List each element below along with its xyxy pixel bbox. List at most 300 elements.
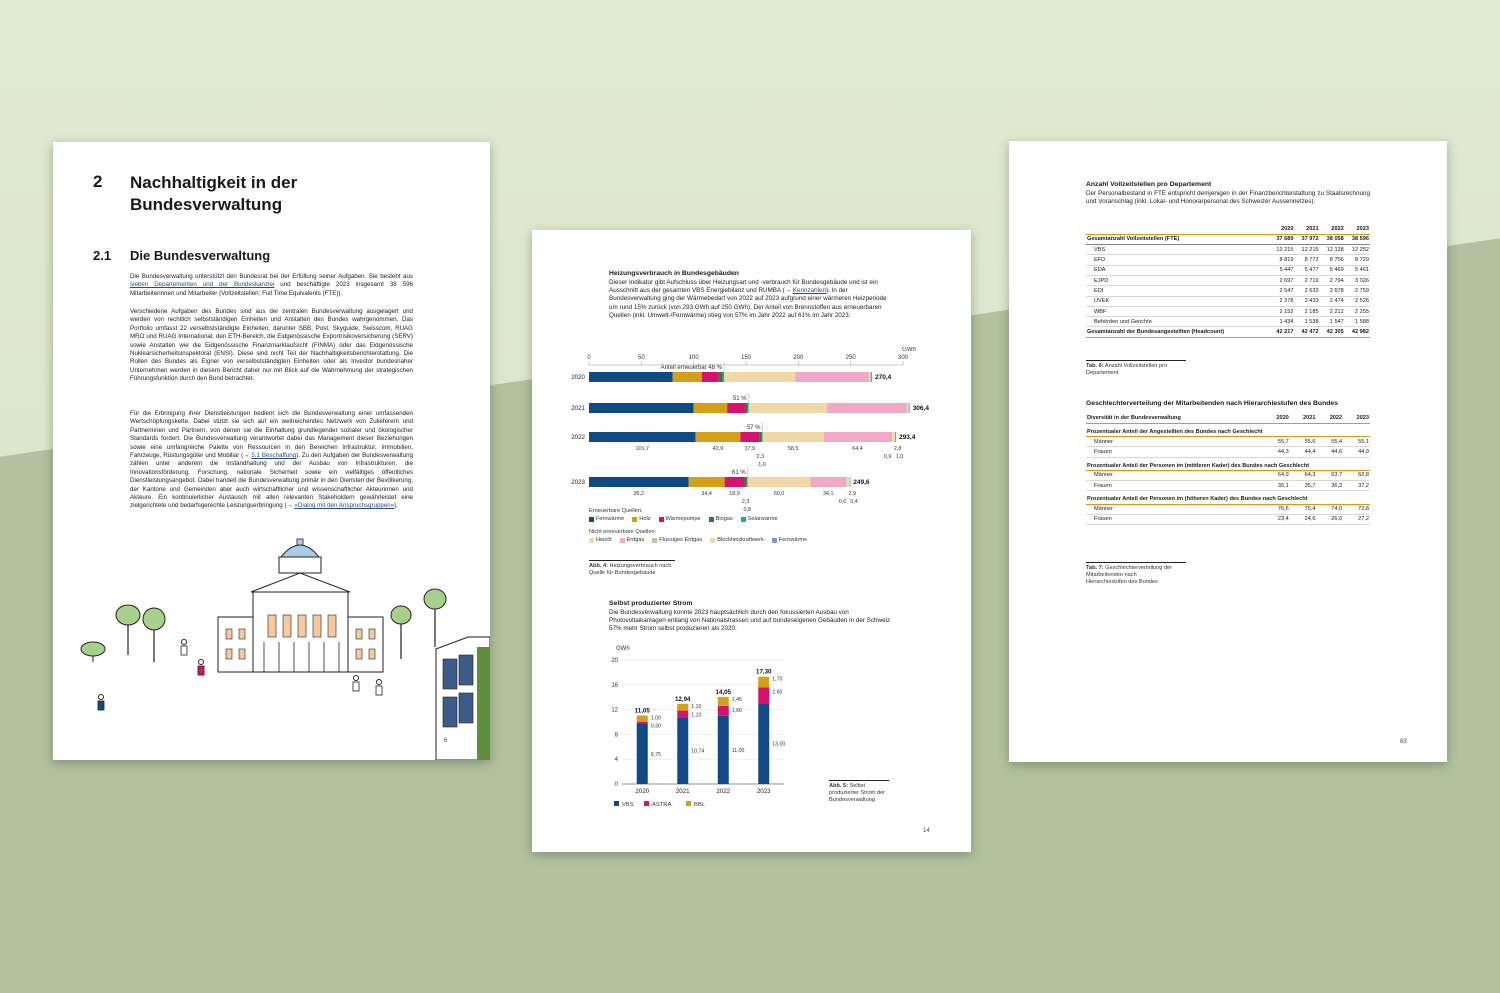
- self-produced-electricity-chart: [592, 642, 822, 827]
- segment-value-label: 64,4: [852, 446, 863, 452]
- x-tick-label: 200: [793, 355, 804, 361]
- cell-value: 74,0: [1316, 504, 1343, 514]
- table-header-row: [1086, 413, 1370, 423]
- heating-heading: Heizungsverbrauch in Bundesgebäuden: [609, 270, 739, 277]
- heating-legend: [589, 508, 839, 543]
- chapter-number: 2: [93, 172, 103, 191]
- table-row: [1086, 317, 1370, 327]
- page-number: 14: [923, 828, 930, 834]
- bar-segment-erdgas: [824, 432, 891, 442]
- gender-table: [1086, 413, 1370, 525]
- x-category-label: 2022: [716, 788, 731, 795]
- cell-value: 12 252: [1345, 245, 1370, 255]
- caption-label: Abb. 4:: [589, 563, 608, 569]
- bar-segment-fernwärme: [589, 432, 695, 442]
- bar-segment-heizöl: [749, 403, 828, 413]
- cell-value: 1 538: [1294, 317, 1319, 327]
- bar-total-label: 17,30: [756, 668, 772, 676]
- text-run: Für die Erbringung ihrer Dienstleistungen bedient sich die Bundesverwaltung einer umfassenden Wertschöpfungskette. Dabei stützt sie sich auf ein weitreichendes Netzwerk von Zulieferern und Partnerinnen und Partnern, von denen sie die Einhaltung grundlegender sozialer und ökologischer Standards fordert. Die Bundesverwaltung verantwortet dabei das Management dieser Beziehungen sowie eine umfangreiche Palette von Ressourcen in den Bereichen Infrastruktur, Immobilien, Fahrzeuge, Rüstungsgüter und Mobiliar (→: [130, 410, 413, 460]
- bar-segment-erdgas: [795, 372, 868, 382]
- cell-value: 2023: [1343, 413, 1370, 423]
- person-icon: [376, 680, 382, 696]
- cell-value: 2021: [1294, 224, 1319, 234]
- table-row: [1086, 265, 1370, 275]
- bar-segment-astra: [718, 706, 729, 716]
- x-category-label: 2021: [675, 788, 690, 795]
- bar-total-label: 306,4: [912, 405, 929, 412]
- cell-value: 2 547: [1269, 286, 1294, 296]
- row-label: Männer: [1086, 470, 1263, 480]
- cell-value: 8 819: [1269, 255, 1294, 265]
- group-title: Prozentualer Anteil der Personen im (höheren Kader) des Bundes nach Geschlecht: [1086, 491, 1370, 504]
- bar-segment-erdgas: [827, 403, 907, 413]
- cell-value: 2 526: [1345, 296, 1370, 306]
- fte-table-body: [1086, 234, 1370, 337]
- x-category-label: 2020: [635, 788, 650, 795]
- caption-text: Selbst produzierter Strom der Bundesverwaltung: [829, 783, 885, 803]
- row-label: Gesamtanzahl Vollzeitstellen (FTE): [1086, 234, 1269, 244]
- person-icon: [98, 695, 104, 711]
- legend-item-fernwärme: [772, 537, 807, 543]
- fte-table-intro: Der Personalbestand in FTE entspricht demjenigen in der Finanzberichterstattung zu Staatsrechnung und Voranschlag (inkl. Lokal- und Honorarpersonal des Schweizer Aussennetzes).: [1086, 190, 1370, 206]
- x-tick-label: 100: [688, 355, 699, 361]
- cell-value: 42 217: [1269, 327, 1294, 337]
- bar-segment-bbl: [758, 677, 769, 688]
- page-number: 6: [444, 738, 448, 744]
- tree-icon: [424, 589, 446, 647]
- segment-value-label: 2,9: [848, 491, 857, 497]
- renewable-share-label: 61 %: [731, 470, 746, 476]
- cell-value: 2 433: [1294, 296, 1319, 306]
- cell-value: 24,6: [1290, 514, 1317, 524]
- table-row: [1086, 481, 1370, 491]
- legend-swatch: [659, 517, 664, 522]
- page-number: 63: [1400, 739, 1407, 745]
- x-tick-label: 0: [587, 355, 591, 361]
- bar-segment-holz: [673, 372, 702, 382]
- bar-segment-solarwärme: [722, 372, 724, 382]
- cell-value: 2 185: [1294, 306, 1319, 316]
- cell-value: 42 982: [1345, 327, 1370, 337]
- segment-value-label: 1,10: [691, 703, 702, 710]
- paragraph-outsourced-units: Verschiedene Aufgaben des Bundes sind aus der zentralen Bundesverwaltung ausgelagert und werden von rechtlich selbstständigen Einheiten und Anstalten des Bundes wahrgenommen. Das Portfolio umfasst 22 verselbstständigte Einheiten, darunter SBB, Post, Skyguide, Swisscom, RUAG MRO und RUAG International, den ETH-Bereich, die Eidgenössische Exportrisikoversicherung (SERV) sowie Anstalten wie die Eidgenössische Finanzmarktaufsicht (FINMA) oder das Eidgenössische Nuklearsicherheitsinspektorat (ENSI). Diese sind nicht Teil der Nachhaltigkeitsberichterstattung. Die Rollen des Bundes als Eigner von verselbstständigten Einheiten oder als Investor bundesnaher Unternehmen werden in diesem Bericht daher nur mit Blick auf die Wahrnehmung der strategischen Führungsfunktion durch den Bund betrachtet.: [130, 308, 413, 383]
- segment-value-label: 1,0: [895, 454, 904, 460]
- cell-value: 2 633: [1294, 286, 1319, 296]
- segment-value-label: 0,30: [650, 723, 661, 730]
- report-page-63: [1009, 141, 1447, 762]
- bar-segment-flüssiges-erdgas: [891, 432, 892, 442]
- legend-item-solarwärme: [741, 516, 778, 522]
- bar-segment-astra: [758, 687, 769, 703]
- legend-item-fernwärme: [589, 516, 624, 522]
- legend-label: ASTRA: [652, 802, 672, 808]
- bar-segment-fernwärme: [850, 477, 851, 487]
- bar-segment-erdgas: [810, 477, 846, 487]
- row-label: Frauen: [1086, 514, 1263, 524]
- federal-palace-illustration: [53, 537, 490, 760]
- table-row: [1086, 296, 1370, 306]
- bar-segment-bbl: [637, 715, 648, 721]
- x-unit-label: GWh: [902, 347, 916, 353]
- figure-5-caption: [829, 783, 894, 804]
- caption-text: Heizungsverbrauch nach Quelle für Bundesgebäude: [589, 563, 672, 576]
- segment-value-label: 0,9: [883, 454, 892, 460]
- cell-value: 2023: [1345, 224, 1370, 234]
- y-category-label: 2023: [571, 479, 585, 486]
- bar-segment-heizöl: [748, 477, 811, 487]
- cell-value: 5 469: [1320, 265, 1345, 275]
- cell-value: 55,4: [1316, 436, 1343, 446]
- table-total-row: [1086, 234, 1370, 244]
- legend-item-biogas: [709, 516, 733, 522]
- bar-total-label: 249,6: [853, 479, 870, 486]
- cell-value: 62,8: [1343, 470, 1370, 480]
- legend-item-blockheizkraftwerk: [710, 537, 764, 543]
- cell-value: 35,7: [1290, 481, 1317, 491]
- section-title: Die Bundesverwaltung: [130, 248, 271, 263]
- segment-value-label: 42,9: [712, 446, 724, 452]
- segment-value-label: 9,75: [650, 751, 661, 758]
- bar-segment-wärmepumpe: [702, 372, 719, 382]
- electricity-paragraph: Die Bundesverwaltung konnte 2023 hauptsächlich durch den fokussierten Ausbau von Photovoltaikanlagen entlang von Nationalstrassen und auf bundeseigenen Gebäuden in der Schweiz 57% mehr Strom selbst produzieren als 2020.: [609, 609, 891, 633]
- bar-segment-astra: [637, 722, 648, 724]
- segment-value-label: 58,5: [787, 446, 799, 452]
- row-label: EDI: [1086, 286, 1269, 296]
- cell-value: 42 472: [1294, 327, 1319, 337]
- y-unit-label: GWh: [616, 646, 630, 652]
- report-page-6: [53, 142, 490, 760]
- table-group-row: [1086, 491, 1370, 504]
- segment-value-label: 2,3: [756, 454, 765, 460]
- legend-swatch: [686, 801, 691, 806]
- fte-table: [1086, 224, 1370, 338]
- bar-segment-wärmepumpe: [727, 403, 745, 413]
- row-label: EDA: [1086, 265, 1269, 275]
- report-page-14: [532, 230, 971, 852]
- segment-value-label: 1,60: [731, 707, 742, 714]
- cell-value: 44,9: [1343, 447, 1370, 457]
- caption-text: Geschlechterverteilung der Mitarbeitenden nach Hierarchiestufen des Bundes: [1086, 565, 1173, 585]
- gender-table-body: [1086, 423, 1370, 524]
- legend-label: Solarwärme: [747, 516, 778, 522]
- person-icon: [353, 676, 359, 692]
- bar-segment-bbl: [677, 704, 688, 711]
- legend-label: Wärmepumpe: [665, 516, 701, 522]
- caption-label: Tab. 6:: [1086, 363, 1104, 369]
- segment-value-label: 60,0: [773, 491, 785, 497]
- bar-segment-vbs: [758, 703, 769, 784]
- segment-value-label: 1,70: [772, 676, 783, 683]
- cell-value: 2 719: [1294, 275, 1319, 285]
- bar-segment-blockheizkraftwerk: [907, 403, 908, 413]
- segment-value-label: 1,10: [691, 712, 702, 719]
- bar-segment-vbs: [677, 717, 688, 784]
- bar-segment-biogas: [744, 477, 746, 487]
- cell-value: 1 434: [1269, 317, 1294, 327]
- renewable-share-label: 51 %: [732, 396, 747, 402]
- bar-segment-astra: [677, 711, 688, 718]
- cell-value: 44,3: [1263, 447, 1290, 457]
- segment-value-label: 10,74: [691, 748, 705, 755]
- row-label: WBF: [1086, 306, 1269, 316]
- caption-rule: [589, 560, 675, 561]
- table-row: [1086, 245, 1370, 255]
- bar-total-label: 270,4: [875, 374, 892, 381]
- segment-value-label: 1,00: [650, 715, 661, 722]
- bar-segment-flüssiges-erdgas: [868, 372, 869, 382]
- person-icon: [198, 660, 204, 676]
- cell-value: 55,6: [1290, 436, 1317, 446]
- cell-value: 2 255: [1345, 306, 1370, 316]
- group-title: Prozentualer Anteil der Personen im (mittleren Kader) des Bundes nach Geschlecht: [1086, 457, 1370, 470]
- cell-value: 2021: [1290, 413, 1317, 423]
- text-run: ).: [394, 502, 398, 510]
- row-label: Männer: [1086, 504, 1263, 514]
- row-label: Männer: [1086, 436, 1263, 446]
- y-category-label: 2022: [571, 434, 585, 441]
- table-headcount-row: [1086, 327, 1370, 337]
- cell-value: 64,3: [1290, 470, 1317, 480]
- paragraph-intro: [130, 273, 413, 298]
- cell-value: 2020: [1263, 413, 1290, 423]
- legend-swatch: [620, 538, 625, 543]
- bar-segment-fernwärme: [871, 372, 872, 382]
- paragraph-value-chain: [130, 410, 413, 511]
- segment-value-label: 101,7: [635, 446, 649, 452]
- cell-value: 37,2: [1343, 481, 1370, 491]
- row-label: Gesamtanzahl der Bundesangestellten (Headcount): [1086, 327, 1269, 337]
- cell-value: 2 378: [1269, 296, 1294, 306]
- legend-label: Flüssiges Erdgas: [659, 537, 703, 543]
- segment-value-label: 0,8: [743, 507, 752, 513]
- cell-value: 2 474: [1320, 296, 1345, 306]
- cell-value: 1 588: [1345, 317, 1370, 327]
- palace-building: [218, 539, 383, 672]
- heating-paragraph: [609, 279, 891, 320]
- text-run: ). In der Bundesverwaltung ging der Wärmebedarf von 2022 auf 2023 aufgrund einer wärmeren Heizperiode um rund 15% zurück (von 293 GWh auf 250 GWh). Der Anteil von Brennstoffen aus erneuerbaren Quellen (inkl. Umwelt-/Fernwärme) stieg von 57% im Jahr 2022 auf 61% im Jahr 2023.: [609, 287, 887, 319]
- person-icon: [181, 640, 187, 656]
- x-tick-label: 50: [637, 355, 645, 361]
- procurement-link[interactable]: 5.1 Beschaffung: [251, 452, 297, 460]
- legend-label: Biogas: [715, 516, 733, 522]
- chapter-title: Nachhaltigkeit in der Bundesverwaltung: [130, 173, 298, 214]
- row-label: VBS: [1086, 245, 1269, 255]
- legend-swatch: [772, 538, 777, 543]
- cell-value: 38 596: [1345, 234, 1370, 244]
- cell-value: 2022: [1320, 224, 1345, 234]
- row-label: Behörden und Gerichte: [1086, 317, 1269, 327]
- cell-value: 5 447: [1269, 265, 1294, 275]
- segment-value-label: 2,8: [893, 446, 902, 452]
- bar-segment-biogas: [745, 403, 748, 413]
- cell-value: 2 152: [1269, 306, 1294, 316]
- caption-rule: [1086, 360, 1186, 361]
- bar-segment-holz: [694, 403, 727, 413]
- row-label: Diversität in der Bundesverwaltung: [1086, 413, 1263, 423]
- bar-segment-blockheizkraftwerk: [892, 432, 895, 442]
- bar-segment-fernwärme: [895, 432, 896, 442]
- cell-value: 75,4: [1290, 504, 1317, 514]
- cell-value: 37 972: [1294, 234, 1319, 244]
- text-run: ). Zu den Aufgaben der Bundesverwaltung zählen unter anderem die Instandhaltung und der Ausbau von Infrastrukturen, die Innovationsförderung, Forschung, nationale Sicherheit sowie ein vielfältiges öffentliches Dienstleistungsangebot. Dabei handelt die Bundesverwaltung primär in den Diensten der Bevölkerung, der Kantone und Gemeinden aber auch wirtschaftlicher und wissenschaftlicher Akteurinnen und Akteure. Ein kontinuierlicher Austausch mit allen relevanten Stakeholdern gewährleistet eine zielgerichtete und bedarfsgerechte Leistungserbringung (→: [130, 452, 414, 510]
- y-tick-label: 4: [614, 757, 618, 764]
- legend-swatch: [589, 517, 594, 522]
- cell-value: 2 697: [1269, 275, 1294, 285]
- cell-value: 36,3: [1316, 481, 1343, 491]
- x-tick-label: 150: [740, 355, 752, 361]
- bar-segment-flüssiges-erdgas: [846, 477, 847, 487]
- bush-icon: [81, 642, 105, 662]
- cell-value: 8 729: [1345, 255, 1370, 265]
- legend-swatch: [614, 801, 619, 806]
- bar-segment-heizöl: [763, 432, 824, 442]
- segment-value-label: 1,45: [731, 696, 742, 703]
- segment-value-label: 95,2: [633, 491, 645, 497]
- legend-swatch: [589, 538, 594, 543]
- segment-value-label: 34,4: [701, 491, 712, 497]
- cell-value: 44,4: [1290, 447, 1317, 457]
- bar-segment-solarwärme: [748, 403, 749, 413]
- row-label: Frauen: [1086, 481, 1263, 491]
- cell-value: 2 212: [1320, 306, 1345, 316]
- bar-segment-solarwärme: [747, 477, 748, 487]
- segment-value-label: 0,6: [838, 499, 847, 505]
- table-header-row: [1086, 224, 1370, 234]
- cell-value: 2 678: [1320, 286, 1345, 296]
- segment-value-label: 13,00: [772, 741, 786, 748]
- cell-value: 12 215: [1294, 245, 1319, 255]
- tree-icon: [116, 605, 140, 655]
- table-row: [1086, 447, 1370, 457]
- legend-label: Heizöl: [596, 537, 612, 543]
- table-row: [1086, 514, 1370, 524]
- renewable-share-label: 57 %: [746, 425, 761, 431]
- x-tick-label: 250: [845, 355, 856, 361]
- cell-value: 63,7: [1316, 470, 1343, 480]
- legend-label: Blockheizkraftwerk: [717, 537, 764, 543]
- caption-rule: [829, 780, 889, 781]
- cell-value: 5 461: [1345, 265, 1370, 275]
- cell-value: 23,4: [1263, 514, 1290, 524]
- segment-value-label: 34,1: [823, 491, 834, 497]
- table-row: [1086, 436, 1370, 446]
- departments-link[interactable]: sieben Departementen und der Bundeskanzlei: [130, 281, 275, 289]
- legend-label: VBS: [622, 802, 634, 808]
- bar-segment-solarwärme: [761, 432, 762, 442]
- bar-segment-vbs: [718, 716, 729, 784]
- legend-renewable-items: [589, 516, 839, 522]
- bar-segment-vbs: [637, 724, 648, 784]
- cell-value: 44,6: [1316, 447, 1343, 457]
- legend-item-flüssiges-erdgas: [652, 537, 702, 543]
- table-row: [1086, 275, 1370, 285]
- figure-4-caption: [589, 563, 679, 577]
- cell-value: 37 689: [1269, 234, 1294, 244]
- bar-segment-holz: [689, 477, 725, 487]
- cell-value: 55,7: [1263, 436, 1290, 446]
- text-run: Die Bundesverwaltung unterstützt den Bundesrat bei der Erfüllung seiner Aufgaben. Sie besteht aus: [130, 273, 413, 280]
- cell-value: 12 215: [1269, 245, 1294, 255]
- section-number: 2.1: [93, 248, 112, 263]
- stakeholder-dialog-link[interactable]: «Dialog mit den Anspruchsgruppen»: [294, 502, 395, 510]
- bar-segment-holz: [695, 432, 740, 442]
- legend-swatch: [652, 538, 657, 543]
- bar-segment-fernwärme: [589, 372, 673, 382]
- bar-total-label: 12,94: [675, 695, 691, 703]
- segment-value-label: 18,9: [729, 491, 740, 497]
- row-label: [1086, 224, 1269, 234]
- cell-value: 1 547: [1320, 317, 1345, 327]
- legend-swatch: [709, 517, 714, 522]
- cell-value: 26,0: [1316, 514, 1343, 524]
- legend-swatch: [741, 517, 746, 522]
- cell-value: 42 305: [1320, 327, 1345, 337]
- legend-renewable-title: Erneuerbare Quellen:: [589, 508, 643, 514]
- key-figures-link[interactable]: Kennzahlen: [792, 287, 827, 295]
- table-row: [1086, 306, 1370, 316]
- cell-value: 76,6: [1263, 504, 1290, 514]
- segment-value-label: 0,4: [850, 499, 858, 505]
- bar-segment-fernwärme: [589, 477, 689, 487]
- table-row: [1086, 286, 1370, 296]
- legend-item-erdgas: [620, 537, 645, 543]
- legend-swatch: [644, 801, 649, 806]
- table-group-row: [1086, 423, 1370, 436]
- legend-label: BBL: [694, 802, 705, 808]
- segment-value-label: 17,9: [744, 446, 755, 452]
- bar-total-label: 293,4: [899, 434, 916, 441]
- legend-label: Erdgas: [626, 537, 645, 543]
- row-label: EJPD: [1086, 275, 1269, 285]
- cell-value: 27,2: [1343, 514, 1370, 524]
- cell-value: 38 058: [1320, 234, 1345, 244]
- bar-total-label: 14,05: [715, 688, 731, 696]
- bar-segment-blockheizkraftwerk: [847, 477, 850, 487]
- cell-value: 35,1: [1263, 481, 1290, 491]
- caption-label: Abb. 5:: [829, 783, 848, 789]
- segment-value-label: 11,00: [731, 747, 745, 754]
- fte-table-title: Anzahl Vollzeitstellen pro Departement: [1086, 181, 1212, 188]
- caption-rule: [1086, 562, 1186, 563]
- segment-value-label: 2,60: [772, 689, 783, 696]
- bar-segment-wärmepumpe: [740, 432, 759, 442]
- legend-label: Holz: [639, 516, 651, 522]
- cell-value: 2020: [1269, 224, 1294, 234]
- row-label: EFD: [1086, 255, 1269, 265]
- bar-segment-heizöl: [724, 372, 795, 382]
- segment-value-label: 1,0: [758, 462, 766, 468]
- row-label: UVEK: [1086, 296, 1269, 306]
- table-group-row: [1086, 457, 1370, 470]
- table-row: [1086, 504, 1370, 514]
- legend-nonrenewable-items: [589, 537, 839, 543]
- table-row: [1086, 255, 1370, 265]
- y-tick-label: 12: [611, 707, 618, 714]
- legend-nonrenewable-title: Nicht erneuerbare Quellen:: [589, 529, 657, 535]
- caption-text: Anzahl Vollzeitstellen pro Departement: [1086, 363, 1168, 376]
- table-row: [1086, 470, 1370, 480]
- y-tick-label: 8: [614, 732, 618, 739]
- legend-item-holz: [632, 516, 650, 522]
- bar-segment-biogas: [759, 432, 761, 442]
- cell-value: 5 477: [1294, 265, 1319, 275]
- legend-item-heizöl: [589, 537, 612, 543]
- cell-value: 2022: [1316, 413, 1343, 423]
- bar-segment-blockheizkraftwerk: [869, 372, 871, 382]
- bar-total-label: 11,05: [634, 707, 650, 715]
- caption-label: Tab. 7:: [1086, 565, 1104, 571]
- legend-swatch: [710, 538, 715, 543]
